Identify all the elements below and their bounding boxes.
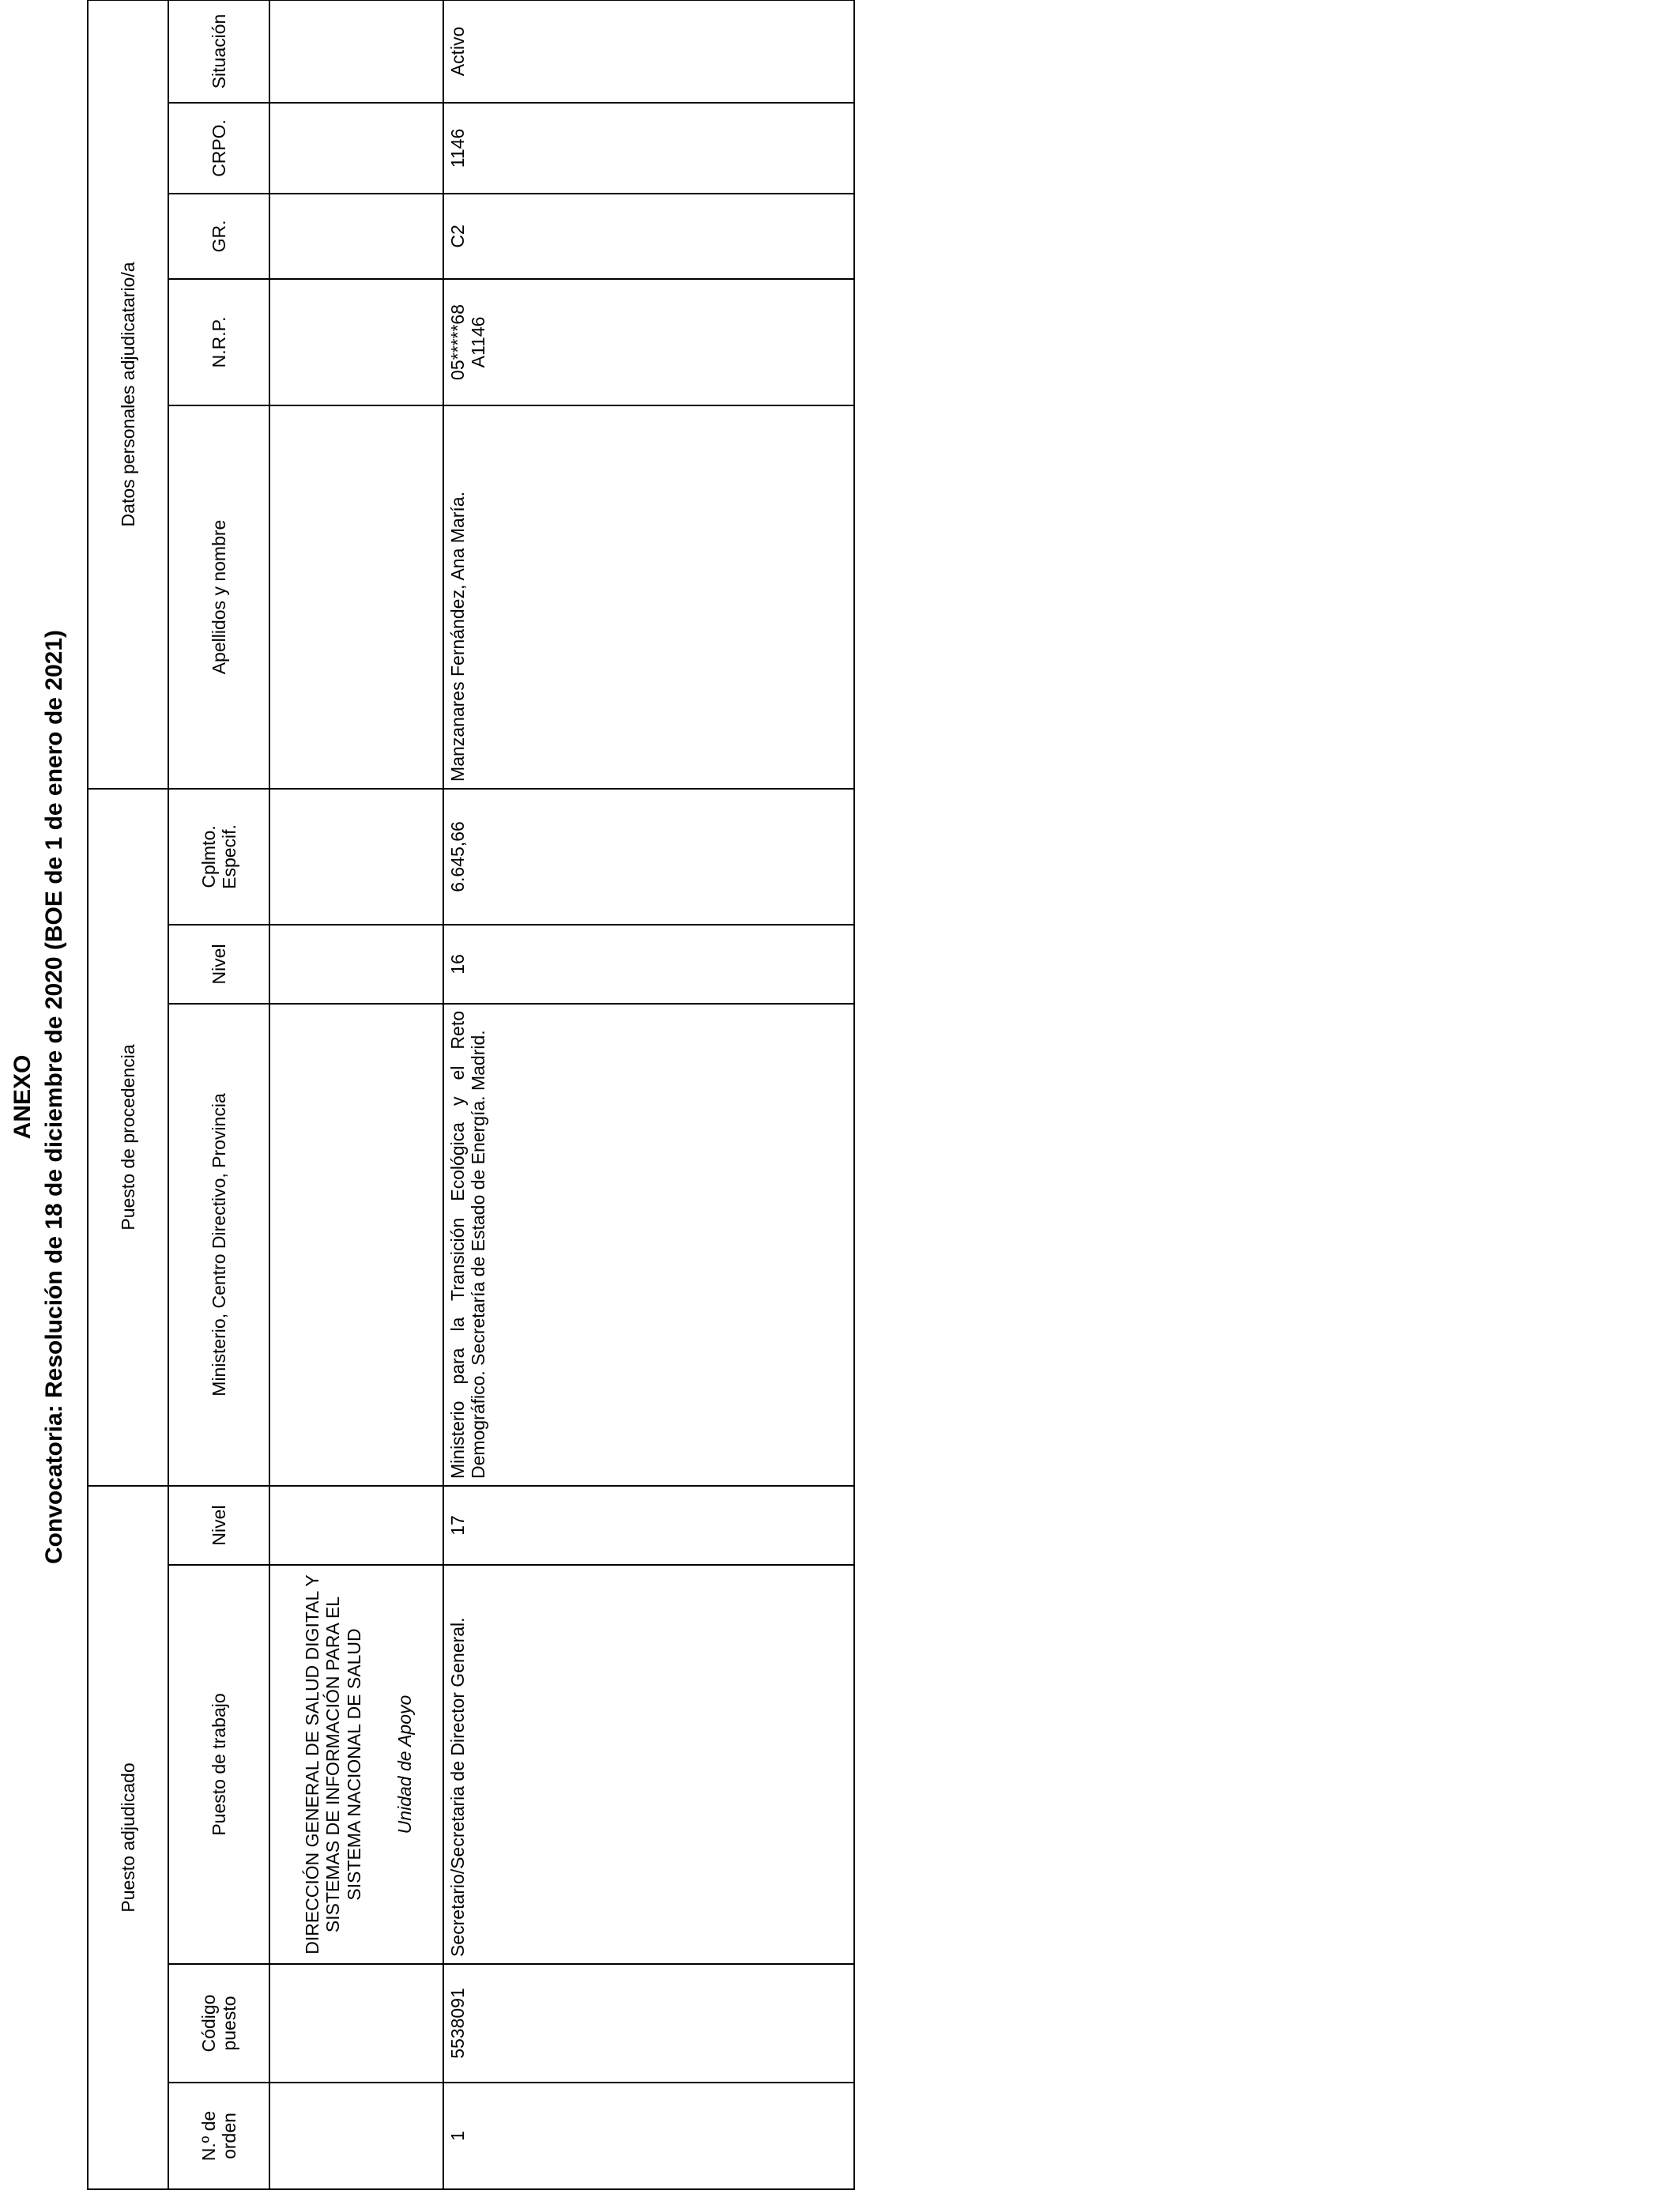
col-header-situacion: Situación (168, 0, 269, 103)
cell-crpo: 1146 (443, 103, 854, 194)
col-header-apellidos: Apellidos y nombre (168, 405, 269, 789)
cell-nivel-procedencia: 16 (443, 925, 854, 1004)
cell-gr: C2 (443, 194, 854, 279)
cell-apellidos: Manzanares Fernández, Ana María. (443, 405, 854, 789)
cell-puesto: Secretario/Secretaria de Director General. (443, 1565, 854, 1964)
section-unidad: Unidad de Apoyo (394, 1695, 416, 1834)
col-header-nivel-procedencia: Nivel (168, 925, 269, 1004)
section-direccion: DIRECCIÓN GENERAL DE SALUD DIGITAL Y SISTEMAS DE INFORMACIÓN PARA EL SISTEMA NACIONAL DE SALUD (302, 1574, 364, 1955)
cell-nivel-adjudicado: 17 (443, 1486, 854, 1565)
col-header-gr: GR. (168, 194, 269, 279)
col-header-orden: N.º de orden (168, 2083, 269, 2189)
col-header-nrp: N.R.P. (168, 279, 269, 405)
cell-codigo: 5538091 (443, 1964, 854, 2083)
cell-cplmto: 6.645,66 (443, 789, 854, 925)
anexo-table (87, 0, 855, 2190)
section-row (269, 0, 443, 2189)
group-datos-personales: Datos personales adjudicatario/a (88, 0, 168, 789)
page-subtitle: Convocatoria: Resolución de 18 de diciembre de 2020 (BOE de 1 de enero de 2021) (41, 629, 67, 1565)
group-header-row (88, 0, 168, 2189)
col-header-ministerio: Ministerio, Centro Directivo, Provincia (168, 1004, 269, 1486)
page-title: ANEXO (9, 1054, 36, 1140)
cell-nrp: 05*****68 A1146 (443, 279, 854, 405)
cell-situacion: Activo (443, 0, 854, 103)
col-header-nivel-adjudicado: Nivel (168, 1486, 269, 1565)
col-header-cplmto: Cplmto. Especif. (168, 789, 269, 925)
col-header-crpo: CRPO. (168, 103, 269, 194)
section-heading (269, 1565, 443, 1964)
col-header-puesto-trabajo: Puesto de trabajo (168, 1565, 269, 1964)
group-puesto-adjudicado: Puesto adjudicado (88, 1486, 168, 2189)
column-header-row (168, 0, 269, 2189)
cell-orden: 1 (443, 2083, 854, 2189)
table-row (443, 0, 854, 2189)
cell-ministerio: Ministerio para la Transición Ecológica y el Reto Demográfico. Secretaría de Estado de Energía. Madrid. (443, 1004, 854, 1486)
col-header-codigo: Código puesto (168, 1964, 269, 2083)
group-puesto-procedencia: Puesto de procedencia (88, 789, 168, 1486)
